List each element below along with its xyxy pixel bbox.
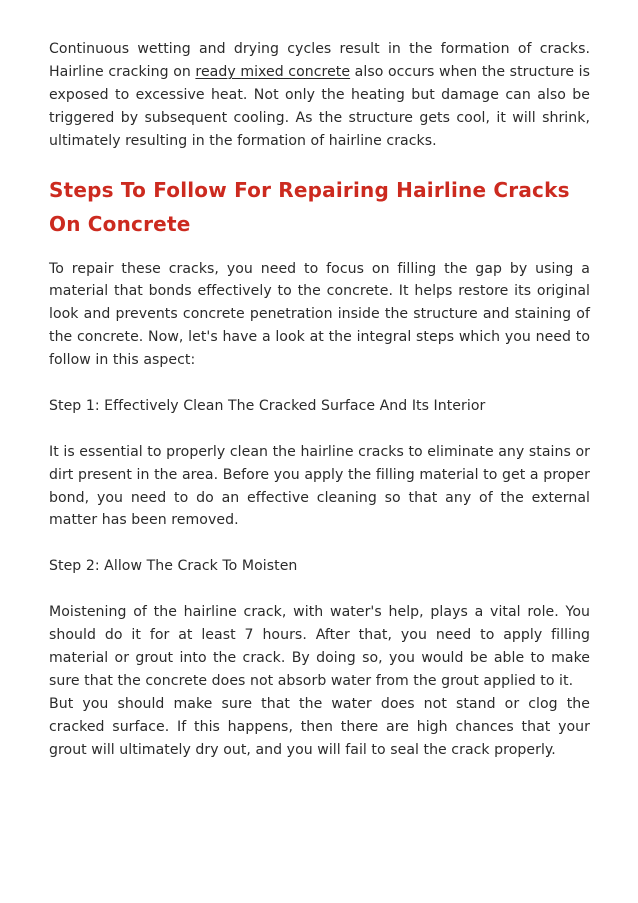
intro-paragraph: [49, 38, 590, 153]
step2-body-continued: But you should make sure that the water does not stand or clog the cracked surface. If this happens, then there are high chances that your grout will ultimately dry out, and you will fail to seal the crack properly.: [49, 695, 590, 758]
section-intro-paragraph: To repair these cracks, you need to focus on filling the gap by using a material that bonds effectively to the concrete. It helps restore its original look and prevents concrete penetration inside the structure and staining of the concrete. Now, let's have a look at the integral steps which you need to follow in this aspect:: [49, 260, 590, 369]
ready-mixed-concrete-link[interactable]: ready mixed concrete: [195, 63, 351, 80]
step2-title: Step 2: Allow The Crack To Moisten: [49, 558, 298, 575]
step2-body: Moistening of the hairline crack, with water's help, plays a vital role. You should do it for at least 7 hours. After that, you need to apply filling material or grout into the crack. By doing so, you would be able to make sure that the concrete does not absorb water from the grout applied to it.: [49, 604, 590, 689]
document-page: [49, 38, 590, 761]
step1-title: Step 1: Effectively Clean The Cracked Surface And Its Interior: [49, 397, 486, 414]
intro-text-start: Continuous wetting and drying cycles result in the formation of cracks. Hairline cracking on: [49, 41, 590, 80]
intro-text-end: also occurs when the structure is exposed to excessive heat. Not only the heating but damage can also be triggered by subsequent cooling. As the structure gets cool, it will shrink, ultimately resulting in the formation of hairline cracks.: [49, 63, 591, 149]
step1-body: It is essential to properly clean the hairline cracks to eliminate any stains or dirt present in the area. Before you apply the filling material to get a proper bond, you need to do an effective cleaning so that any of the external matter has been removed.: [49, 443, 590, 529]
section-heading: Steps To Follow For Repairing Hairline Cracks On Concrete: [49, 177, 570, 236]
